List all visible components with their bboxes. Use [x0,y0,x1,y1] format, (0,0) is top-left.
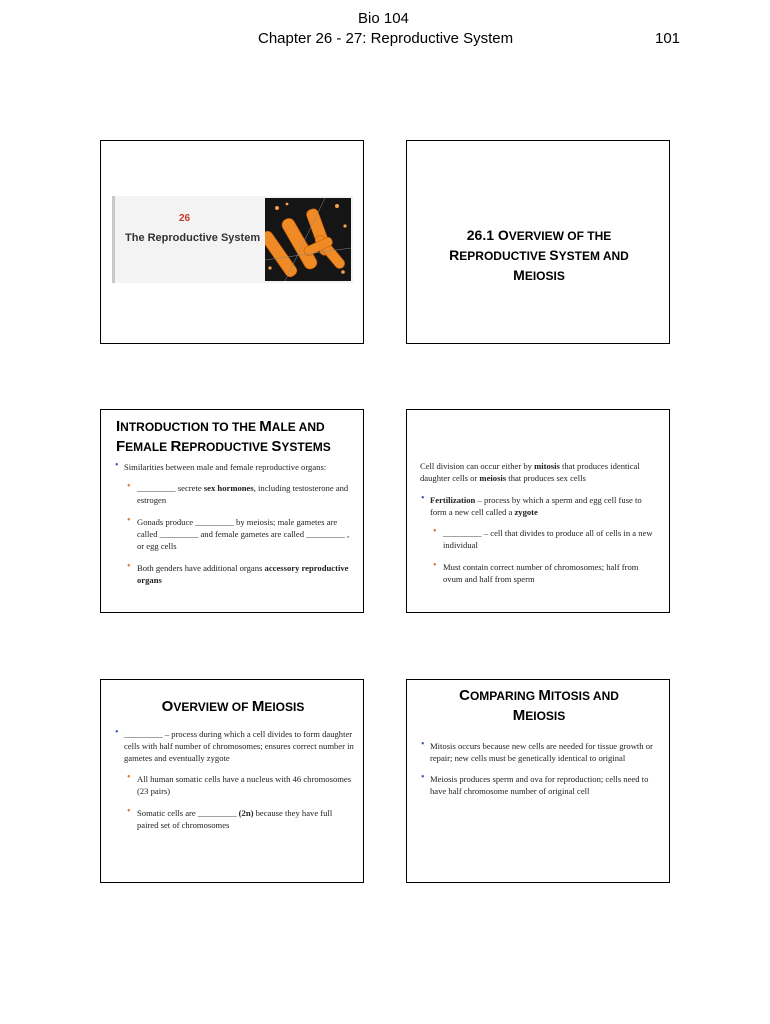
slide-title: COMPARING MITOSIS AND MEIOSIS [459,687,619,724]
sub-bullet-item: • All human somatic cells have a nucleus with 46 chromosomes (23 pairs) [114,773,354,797]
slide-body [420,740,660,806]
sub-bullet-item: • Both genders have additional organs accessory reproductive organs [114,562,352,586]
slide-chapter-cover [100,140,364,344]
bullet-item: • Similarities between male and female reproductive organs: [114,461,352,473]
chapter-number: 26 [179,213,191,224]
sperm-cells-image [265,198,351,281]
sub-bullet-item: • Somatic cells are _________ (2n) because they have full paired set of chromosomes [114,807,354,831]
chapter-title: Chapter 26 - 27: Reproductive System [258,30,514,47]
sub-bullet-item: • Gonads produce _________ by meiosis; male gametes are called _________ and female gametes are called _________ , or egg cells [114,516,352,552]
sub-bullet-item: • Must contain correct number of chromosomes; half from ovum and half from sperm [420,561,660,585]
slide-section-title [406,140,670,344]
sub-bullet-item: • _________ secrete sex hormones, including testosterone and estrogen [114,482,352,506]
slide-body [420,460,660,595]
intro-paragraph: Cell division can occur either by mitosis that produces identical daughter cells or meiosis that produces sex cells [420,461,640,483]
sub-bullet-item: • _________ – cell that divides to produce all of cells in a new individual [420,527,660,551]
bullet-item: • Mitosis occurs because new cells are needed for tissue growth or repair; new cells must be genetically identical to original [420,740,660,764]
slide-intro-reproductive-systems [100,409,364,613]
page-number: 101 [655,30,681,47]
bullet-item: • Meiosis produces sperm and ova for reproduction; cells need to have half chromosome number of original cell [420,773,660,797]
slide-overview-meiosis [100,679,364,883]
bullet-item: • Fertilization – process by which a sperm and egg cell fuse to form a new cell called a zygote [420,494,660,518]
slide-comparing-mitosis-meiosis [406,679,670,883]
slide-title: OVERVIEW OF MEIOSIS [161,698,305,715]
section-title: 26.1 OVERVIEW OF THE REPRODUCTIVE SYSTEM AND MEIOSIS [449,227,629,283]
chapter-cover-banner [112,196,353,283]
chapter-cover-title: The Reproductive System [125,232,261,244]
slide-body [114,728,354,841]
slide-title: INTRODUCTION TO THE MALE AND FEMALE REPRODUCTIVE SYSTEMS [116,418,331,455]
slide-body [114,461,352,596]
bullet-item: • _________ – process during which a cell divides to form daughter cells with half number of chromosomes; ensures correct number in gametes and eventually zygote [114,728,354,764]
slide-cell-division [406,409,670,613]
